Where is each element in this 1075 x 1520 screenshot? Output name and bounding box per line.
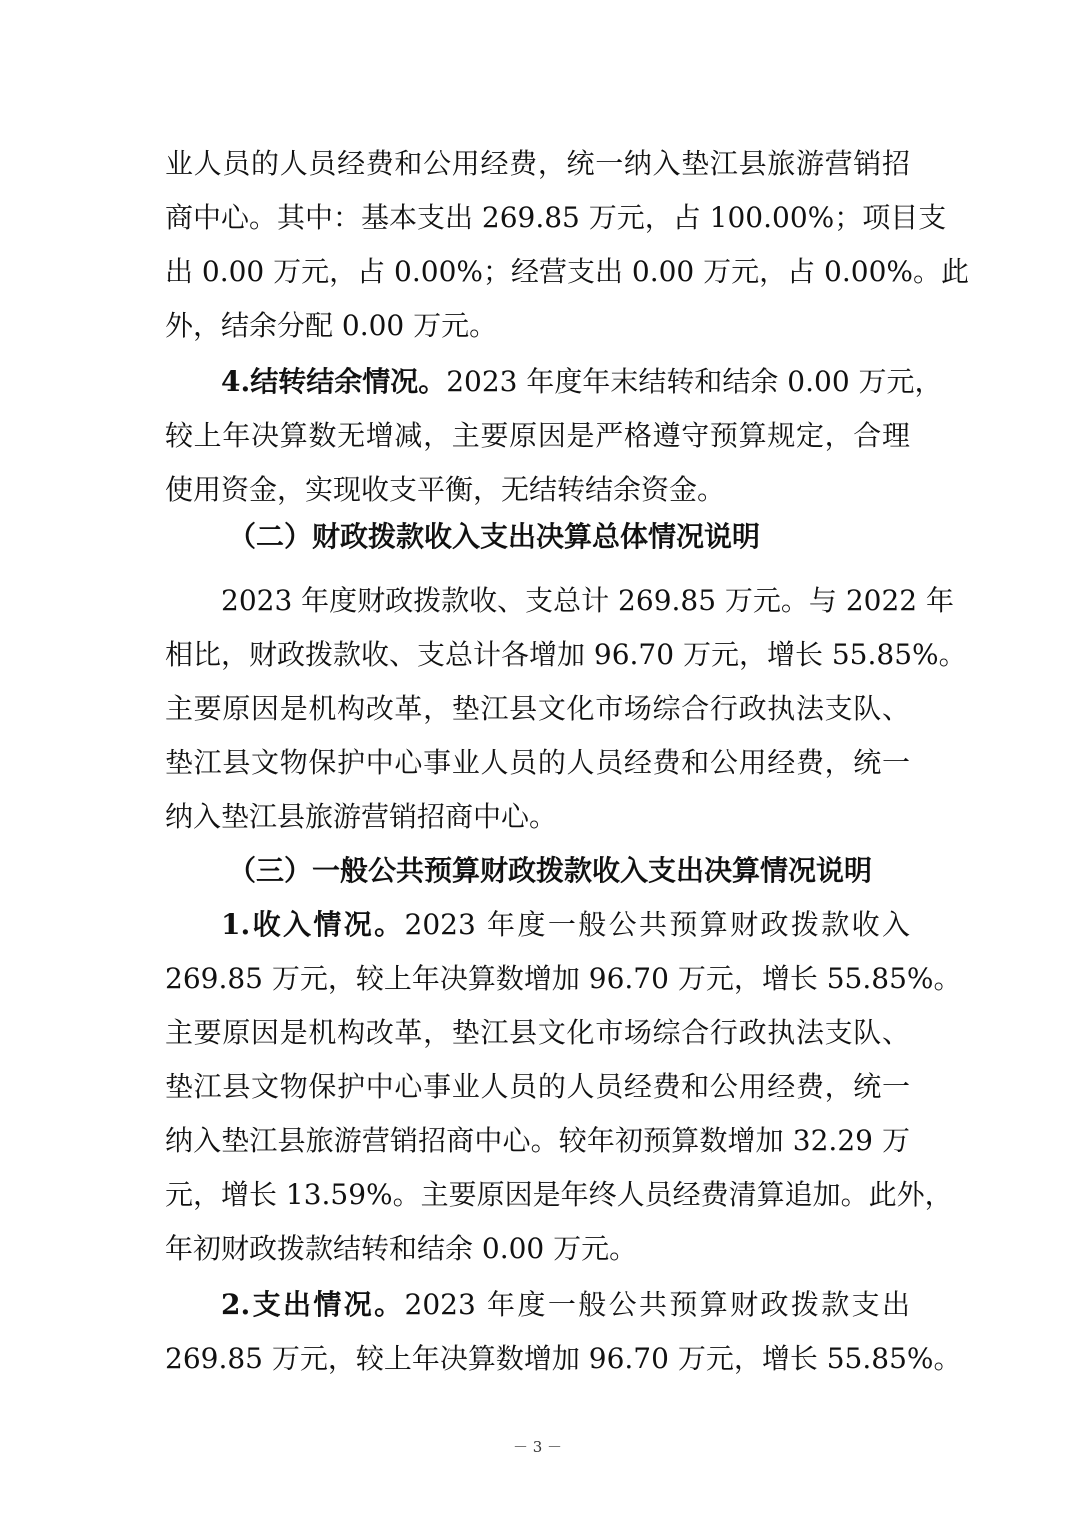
body-line: 纳入垫江县旅游营销招商中心。较年初预算数增加 32.29 万 bbox=[165, 1124, 910, 1157]
paragraph-first-line bbox=[221, 362, 943, 402]
body-line: 纳入垫江县旅游营销招商中心。 bbox=[165, 800, 558, 833]
paragraph-first-line bbox=[221, 905, 910, 945]
body-line: 较上年决算数无增减，主要原因是严格遵守预算规定，合理 bbox=[165, 419, 910, 452]
body-text: 2023 年度一般公共预算财政拨款收入 bbox=[404, 908, 910, 941]
body-line: 业人员的人员经费和公用经费，统一纳入垫江县旅游营销招 bbox=[165, 147, 910, 180]
section-heading: （三）一般公共预算财政拨款收入支出决算情况说明 bbox=[228, 854, 873, 887]
paragraph-lead: 4.结转结余情况。 bbox=[221, 365, 447, 398]
body-line: 主要原因是机构改革，垫江县文化市场综合行政执法支队、 bbox=[165, 1016, 910, 1049]
body-text: 2023 年度年末结转和结余 0.00 万元， bbox=[446, 365, 943, 398]
body-line: 主要原因是机构改革，垫江县文化市场综合行政执法支队、 bbox=[165, 692, 910, 725]
body-line: 年初财政拨款结转和结余 0.00 万元。 bbox=[165, 1232, 638, 1265]
paragraph-lead: 1.收入情况。 bbox=[221, 908, 405, 941]
body-line: 元，增长 13.59%。主要原因是年终人员经费清算追加。此外， bbox=[165, 1178, 953, 1211]
body-line: 相比，财政拨款收、支总计各增加 96.70 万元，增长 55.85%。 bbox=[165, 638, 967, 671]
paragraph-lead: 2.支出情况。 bbox=[221, 1288, 405, 1321]
paragraph-first-line bbox=[221, 1285, 910, 1325]
body-line: 269.85 万元，较上年决算数增加 96.70 万元，增长 55.85%。 bbox=[165, 1342, 962, 1375]
body-line: 使用资金，实现收支平衡，无结转结余资金。 bbox=[165, 473, 726, 506]
body-text: 2023 年度一般公共预算财政拨款支出 bbox=[404, 1288, 910, 1321]
body-line: 出 0.00 万元，占 0.00%；经营支出 0.00 万元，占 0.00%。此 bbox=[165, 255, 969, 288]
page-number: － 3 － bbox=[512, 1438, 563, 1456]
body-line: 269.85 万元，较上年决算数增加 96.70 万元，增长 55.85%。 bbox=[165, 962, 962, 995]
section-heading: （二）财政拨款收入支出决算总体情况说明 bbox=[228, 520, 761, 553]
body-line: 商中心。其中：基本支出 269.85 万元，占 100.00%；项目支 bbox=[165, 201, 947, 234]
body-line: 垫江县文物保护中心事业人员的人员经费和公用经费，统一 bbox=[165, 1070, 910, 1103]
body-line: 外，结余分配 0.00 万元。 bbox=[165, 309, 498, 342]
paragraph-first-line: 2023 年度财政拨款收、支总计 269.85 万元。与 2022 年 bbox=[221, 584, 954, 617]
body-line: 垫江县文物保护中心事业人员的人员经费和公用经费，统一 bbox=[165, 746, 910, 779]
